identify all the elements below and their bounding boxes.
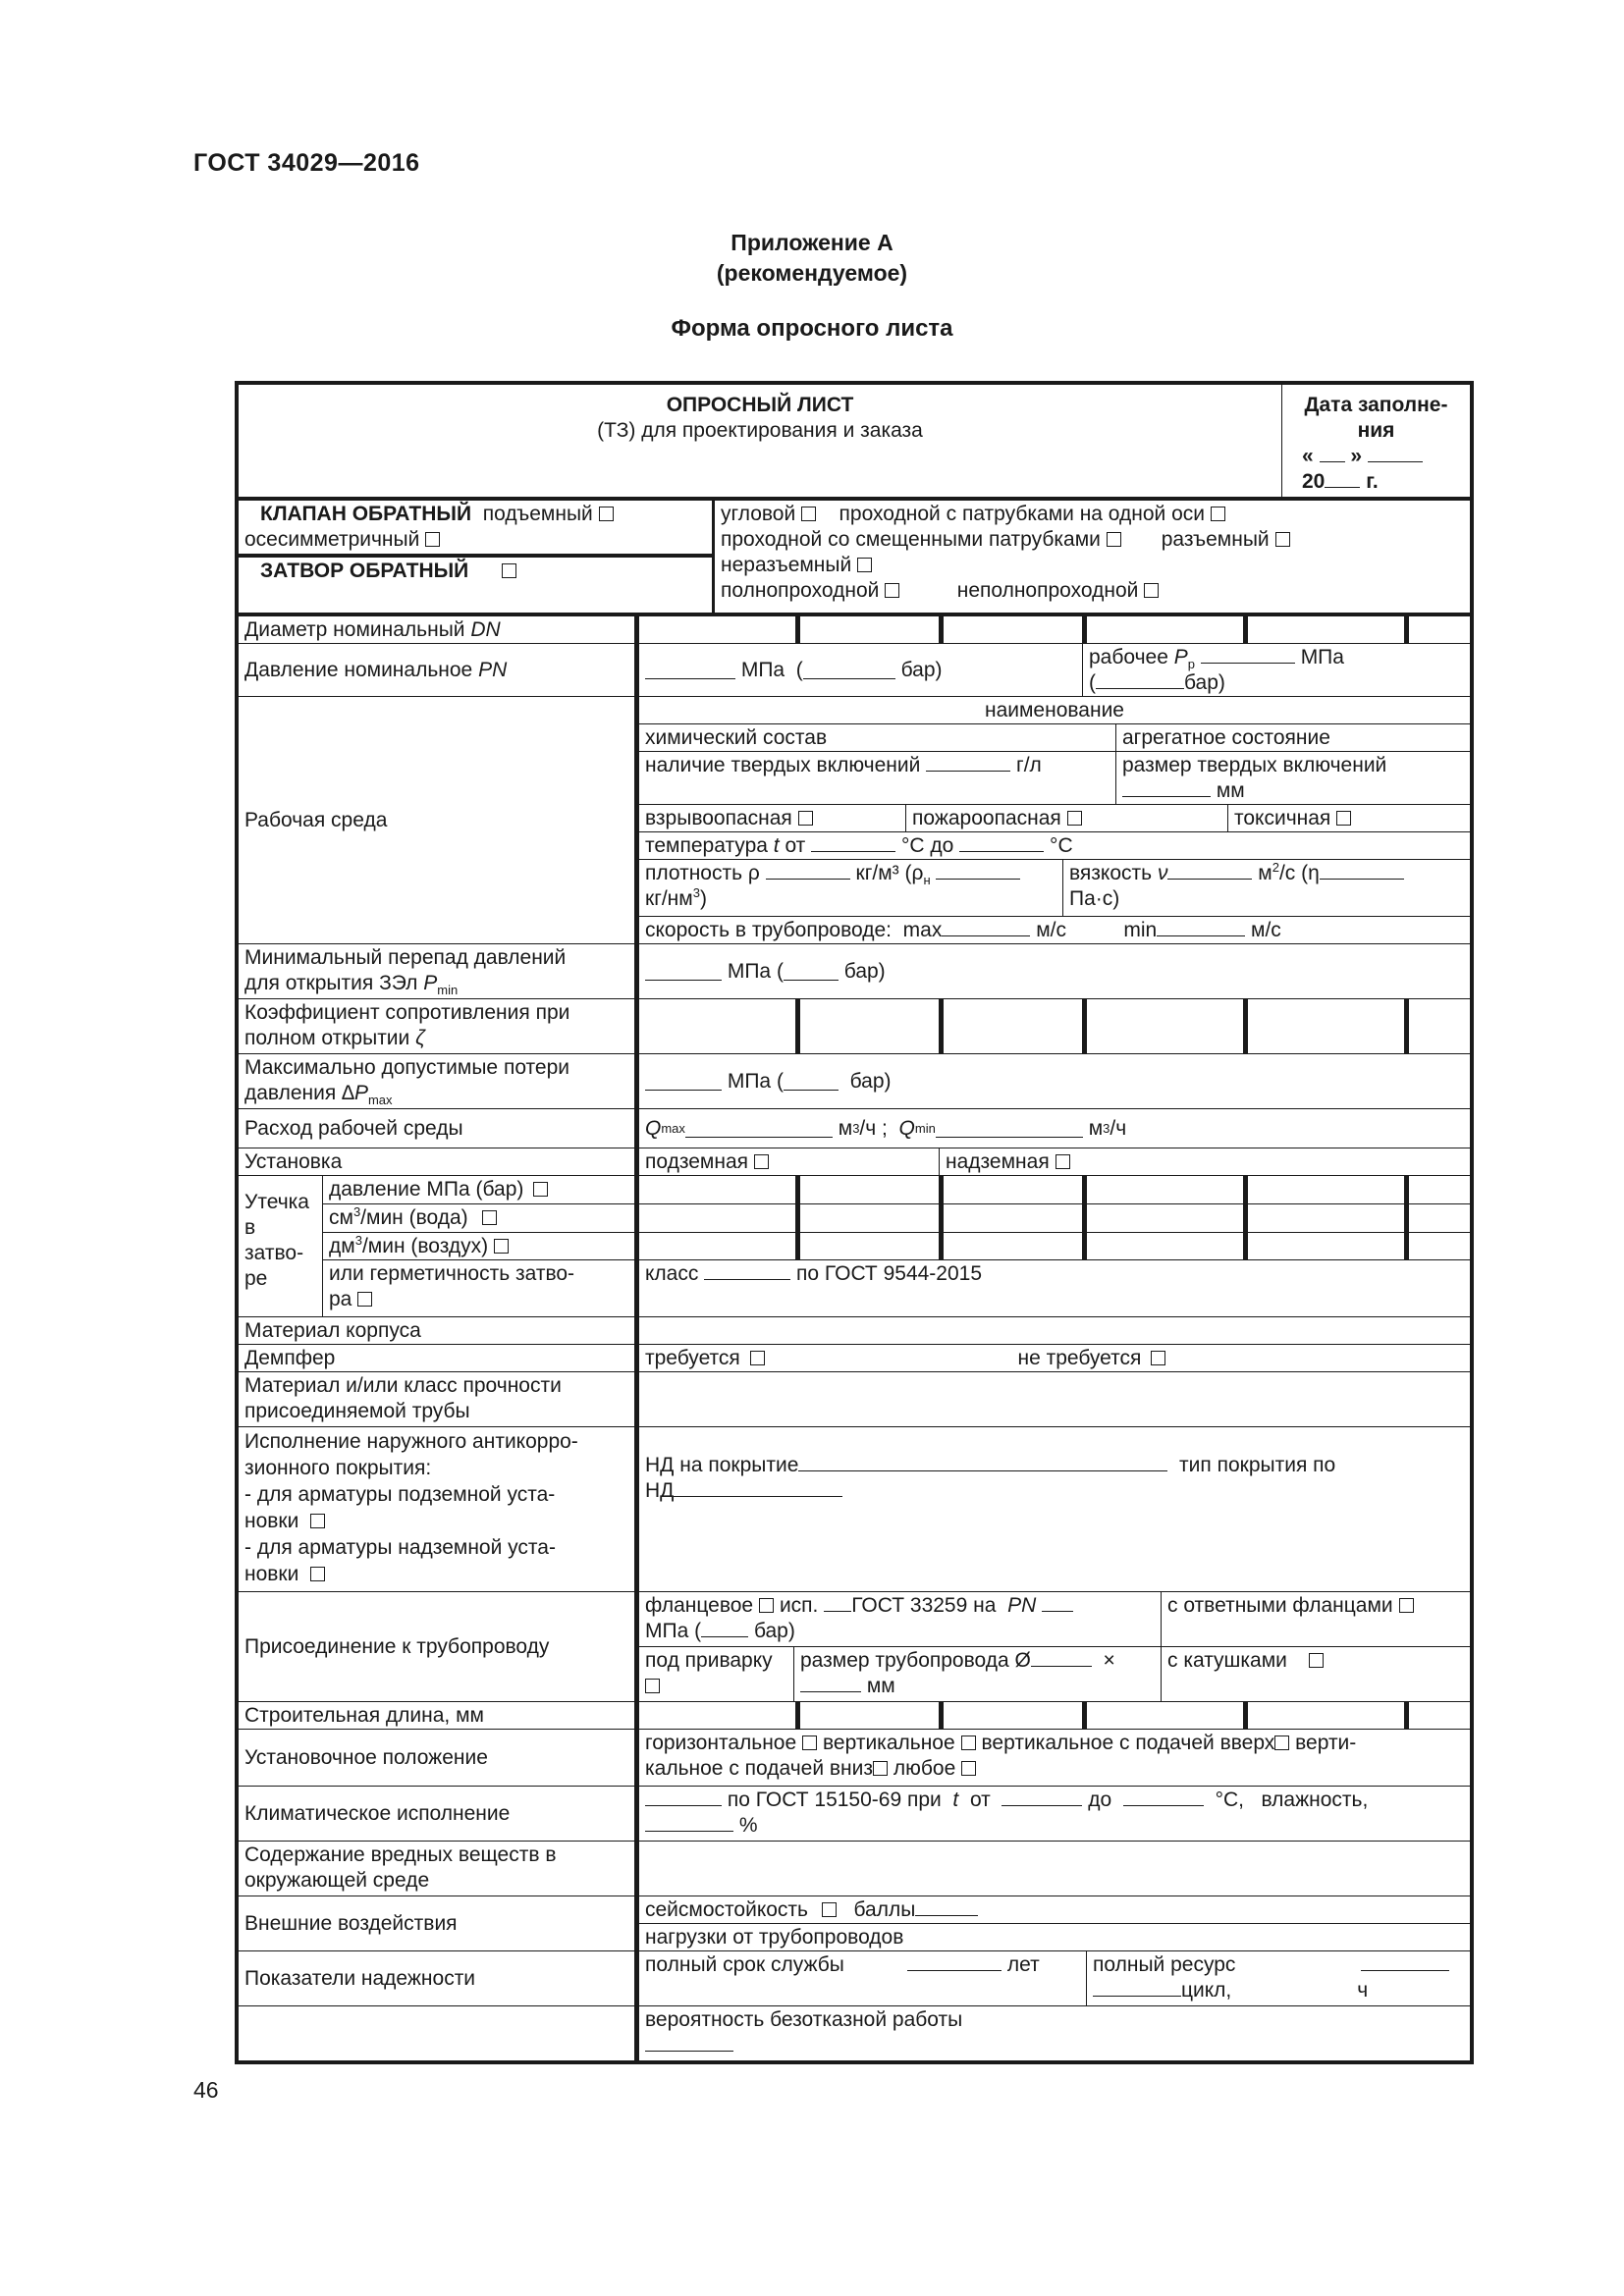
medium-solids-cell[interactable]: наличие твердых включений г/л — [635, 752, 1116, 805]
vertical-up-checkbox[interactable] — [1274, 1735, 1289, 1750]
full-bore-option: полнопроходной — [721, 579, 880, 602]
install-label-cell: Установка — [239, 1148, 635, 1176]
min-diff-label-cell: Минимальный перепад давлений для открытия ЗЭл $P_{min}$ — [239, 944, 635, 999]
climate-label-cell: Климатическое исполнение — [239, 1787, 635, 1842]
leak-pressure-checkbox[interactable] — [533, 1182, 548, 1197]
through-offset-option: проходной со смещенными патрубками — [721, 528, 1101, 551]
coating-label-cell: Исполнение наружного антикорро- зионного покрытия: - для арматуры подземной уста- новки - для арматуры надземной уста- новки — [239, 1427, 635, 1592]
damper-required-checkbox[interactable] — [750, 1351, 765, 1365]
viscosity-cell[interactable]: вязкость ν $м^2/с$ (η Па·с) — [1063, 860, 1470, 917]
density-cell[interactable]: плотность ρ кг/м³ ($\rho_н$ $кг/нм^3$) — [635, 860, 1063, 917]
pn-value-cell[interactable]: МПа ( бар) — [635, 644, 1083, 697]
dn-value-6[interactable] — [1405, 616, 1470, 644]
seismic-checkbox[interactable] — [822, 1902, 837, 1917]
check-shutter-checkbox[interactable] — [502, 563, 516, 578]
dn-label-cell: Диаметр номинальный DN — [239, 616, 635, 644]
aboveground-cell: надземная — [940, 1148, 1470, 1176]
length-value-1[interactable] — [635, 1702, 796, 1730]
leak-water-value-3[interactable] — [940, 1204, 1083, 1233]
toxic-cell: токсичная — [1228, 805, 1470, 832]
angle-checkbox[interactable] — [801, 507, 816, 521]
date-label-2: ния — [1357, 419, 1395, 442]
length-label-cell: Строительная длина, мм — [239, 1702, 635, 1730]
date-cell — [1282, 385, 1470, 501]
spools-cell: с катушками — [1162, 1647, 1470, 1702]
leak-air-value-6[interactable] — [1405, 1233, 1470, 1260]
full-bore-checkbox[interactable] — [885, 583, 899, 598]
medium-composition-cell[interactable]: химический состав — [635, 724, 1116, 752]
speed-cell[interactable]: скорость в трубопроводе: max м/с min м/с — [635, 917, 1470, 944]
leak-pressure-value-2[interactable] — [796, 1176, 940, 1204]
detachable-option: разъемный — [1161, 528, 1270, 551]
weld-cell: под приварку — [635, 1647, 794, 1702]
valve-type-left-bottom — [239, 558, 715, 616]
header-title: ОПРОСНЫЙ ЛИСТ — [666, 394, 854, 416]
resistance-label-cell: Коэффициент сопротивления при полном открытии ζ — [239, 999, 635, 1054]
through-offset-checkbox[interactable] — [1107, 532, 1121, 547]
date-year-line — [1325, 469, 1360, 488]
explosive-cell: взрывоопасная — [635, 805, 906, 832]
dn-value-1[interactable] — [635, 616, 796, 644]
underground-cell: подземная — [635, 1148, 940, 1176]
climate-value-cell[interactable]: по ГОСТ 15150-69 при t от до °С, влажность, % — [635, 1787, 1470, 1842]
min-diff-value-cell[interactable]: МПа ( бар) — [635, 944, 1470, 999]
non-detachable-option: неразъемный — [721, 554, 852, 576]
mating-flanges-cell: с ответными фланцами — [1162, 1592, 1470, 1647]
explosive-checkbox[interactable] — [798, 811, 813, 826]
service-life-cell[interactable]: полный срок службы лет — [635, 1951, 1087, 2006]
reliability-label-cell: Показатели надежности — [239, 1951, 635, 2006]
loads-cell[interactable]: нагрузки от трубопроводов — [635, 1924, 1470, 1951]
flow-label-cell: Расход рабочей среды — [239, 1109, 635, 1148]
reliability-label-empty — [239, 2006, 635, 2060]
medium-label-cell: Рабочая среда — [239, 697, 635, 944]
axisymmetric-checkbox[interactable] — [425, 532, 440, 547]
leak-tightness-checkbox[interactable] — [357, 1292, 372, 1307]
toxic-checkbox[interactable] — [1336, 811, 1351, 826]
medium-solids-size-cell[interactable]: размер твердых включений мм — [1116, 752, 1470, 805]
leak-pressure-value-5[interactable] — [1244, 1176, 1405, 1204]
resistance-value-4[interactable] — [1083, 999, 1244, 1054]
resistance-value-6[interactable] — [1405, 999, 1470, 1054]
probability-cell[interactable]: вероятность безотказной работы — [635, 2006, 1470, 2060]
position-label-cell: Установочное положение — [239, 1730, 635, 1787]
page-number: 46 — [193, 2077, 219, 2103]
length-value-3[interactable] — [940, 1702, 1083, 1730]
coating-underground-checkbox[interactable] — [310, 1514, 325, 1528]
non-detachable-checkbox[interactable] — [857, 558, 872, 572]
header-title-cell — [239, 385, 1282, 501]
lift-checkbox[interactable] — [599, 507, 614, 521]
questionnaire-form — [235, 381, 1474, 2064]
coating-aboveground-checkbox[interactable] — [310, 1567, 325, 1581]
resistance-value-2[interactable] — [796, 999, 940, 1054]
angle-option: угловой — [721, 503, 796, 525]
leak-pressure-value-6[interactable] — [1405, 1176, 1470, 1204]
body-material-value-cell[interactable] — [635, 1317, 1470, 1345]
position-value-cell: горизонтальное вертикальное вертикальное с подачей вверх верти- кальное с подачей вниз любое — [635, 1730, 1470, 1787]
through-one-axis-checkbox[interactable] — [1211, 507, 1225, 521]
external-label-cell: Внешние воздействия — [239, 1896, 635, 1951]
underground-checkbox[interactable] — [754, 1154, 769, 1169]
length-value-5[interactable] — [1244, 1702, 1405, 1730]
max-loss-label-cell: Максимально допустимые потери давления $\Delta P_{max}$ — [239, 1054, 635, 1109]
header-subtitle: (ТЗ) для проектирования и заказа — [597, 419, 923, 442]
medium-name-cell[interactable]: наименование — [635, 697, 1470, 724]
resistance-value-5[interactable] — [1244, 999, 1405, 1054]
dn-value-2[interactable] — [796, 616, 940, 644]
through-one-axis-option: проходной с патрубками на одной оси — [839, 503, 1206, 525]
resistance-value-1[interactable] — [635, 999, 796, 1054]
body-material-label-cell: Материал корпуса — [239, 1317, 635, 1345]
vertical-checkbox[interactable] — [961, 1735, 976, 1750]
damper-label-cell: Демпфер — [239, 1345, 635, 1372]
date-day-month: « » — [1288, 444, 1464, 469]
length-value-4[interactable] — [1083, 1702, 1244, 1730]
date-day-line — [1320, 444, 1345, 462]
resistance-value-3[interactable] — [940, 999, 1083, 1054]
max-loss-value-cell[interactable]: МПа ( бар) — [635, 1054, 1470, 1109]
leak-pressure-value-4[interactable] — [1083, 1176, 1244, 1204]
form-title: Форма опросного листа — [671, 315, 953, 342]
leak-water-value-4[interactable] — [1083, 1204, 1244, 1233]
leak-water-cell: $см^3$/мин (вода) — [323, 1204, 635, 1233]
lift-option: подъемный — [482, 503, 593, 525]
date-year: 20 г. — [1302, 470, 1379, 493]
leak-class-cell[interactable]: класс по ГОСТ 9544-2015 — [635, 1260, 1470, 1317]
leak-air-value-2[interactable] — [796, 1233, 940, 1260]
any-position-checkbox[interactable] — [961, 1761, 976, 1776]
leak-air-value-1[interactable] — [635, 1233, 796, 1260]
flange-checkbox[interactable] — [759, 1598, 774, 1613]
detachable-checkbox[interactable] — [1275, 532, 1290, 547]
pn-label-cell: Давление номинальное PN — [239, 644, 635, 697]
date-label: Дата заполне- — [1304, 394, 1448, 416]
harmful-label-cell: Содержание вредных веществ в окружающей среде — [239, 1842, 635, 1896]
mating-flanges-checkbox[interactable] — [1399, 1598, 1414, 1613]
seismic-cell: сейсмостойкость баллы — [635, 1896, 1470, 1924]
appendix-note: (рекомендуемое) — [716, 260, 908, 286]
damper-not-required-checkbox[interactable] — [1151, 1351, 1165, 1365]
flow-value-cell[interactable]: Q max м 3 /ч ; Q min м 3 /ч — [635, 1109, 1470, 1148]
reduced-bore-checkbox[interactable] — [1144, 583, 1159, 598]
leak-water-value-1[interactable] — [635, 1204, 796, 1233]
reduced-bore-option: неполнопроходной — [956, 579, 1139, 602]
leak-air-value-3[interactable] — [940, 1233, 1083, 1260]
length-value-6[interactable] — [1405, 1702, 1470, 1730]
fire-cell: пожароопасная — [906, 805, 1228, 832]
connection-label-cell: Присоединение к трубопроводу — [239, 1592, 635, 1702]
leak-pressure-value-3[interactable] — [940, 1176, 1083, 1204]
damper-value-cell: требуется не требуется — [635, 1345, 1470, 1372]
appendix-heading — [0, 228, 1624, 289]
fire-checkbox[interactable] — [1067, 811, 1082, 826]
leak-pressure-value-1[interactable] — [635, 1176, 796, 1204]
leak-air-value-5[interactable] — [1244, 1233, 1405, 1260]
dn-value-5[interactable] — [1244, 616, 1405, 644]
leak-water-value-5[interactable] — [1244, 1204, 1405, 1233]
leak-label-cell: Утечка в затво- ре — [239, 1176, 323, 1317]
aboveground-checkbox[interactable] — [1056, 1154, 1070, 1169]
leak-water-checkbox[interactable] — [482, 1210, 497, 1225]
axisymmetric-option: осесимметричный — [244, 528, 420, 551]
dn-value-3[interactable] — [940, 616, 1083, 644]
leak-water-value-2[interactable] — [796, 1204, 940, 1233]
length-value-2[interactable] — [796, 1702, 940, 1730]
pipe-size-cell[interactable]: размер трубопровода Ø × мм — [794, 1647, 1162, 1702]
dn-value-4[interactable] — [1083, 616, 1244, 644]
weld-checkbox[interactable] — [645, 1679, 660, 1693]
document-code: ГОСТ 34029—2016 — [193, 149, 420, 177]
valve-type-right — [715, 501, 1470, 616]
pipe-material-label-cell: Материал и/или класс прочности присоединяемой трубы — [239, 1372, 635, 1427]
pn-work-cell[interactable]: рабочее $P_р$ МПа ( бар) — [1083, 644, 1470, 697]
coating-value-cell[interactable]: НД на покрытие тип покрытия по НД — [635, 1427, 1470, 1592]
valve-type-left-top — [239, 501, 715, 558]
vertical-down-checkbox[interactable] — [873, 1761, 888, 1776]
flange-cell[interactable]: фланцевое исп. ГОСТ 33259 на PN МПа ( бар) — [635, 1592, 1162, 1647]
spools-checkbox[interactable] — [1309, 1653, 1324, 1668]
horizontal-checkbox[interactable] — [802, 1735, 817, 1750]
check-shutter-label: ЗАТВОР ОБРАТНЫЙ — [260, 560, 469, 582]
temperature-cell[interactable]: температура t от °С до °С — [635, 832, 1470, 860]
leak-air-value-4[interactable] — [1083, 1233, 1244, 1260]
pipe-material-value-cell[interactable] — [635, 1372, 1470, 1427]
leak-air-checkbox[interactable] — [494, 1239, 509, 1254]
leak-tightness-cell: или герметичность затво- ра — [323, 1260, 635, 1317]
check-valve-label: КЛАПАН ОБРАТНЫЙ — [260, 503, 472, 525]
medium-aggregate-cell[interactable]: агрегатное состояние — [1116, 724, 1470, 752]
resource-cell[interactable]: полный ресурс цикл, ч — [1087, 1951, 1470, 2006]
appendix-title: Приложение А — [731, 230, 893, 255]
leak-air-cell: $дм^3$/мин (воздух) — [323, 1233, 635, 1260]
harmful-value-cell[interactable] — [635, 1842, 1470, 1896]
date-month-line — [1368, 444, 1423, 462]
leak-water-value-6[interactable] — [1405, 1204, 1470, 1233]
leak-pressure-cell: давление МПа (бар) — [323, 1176, 635, 1204]
